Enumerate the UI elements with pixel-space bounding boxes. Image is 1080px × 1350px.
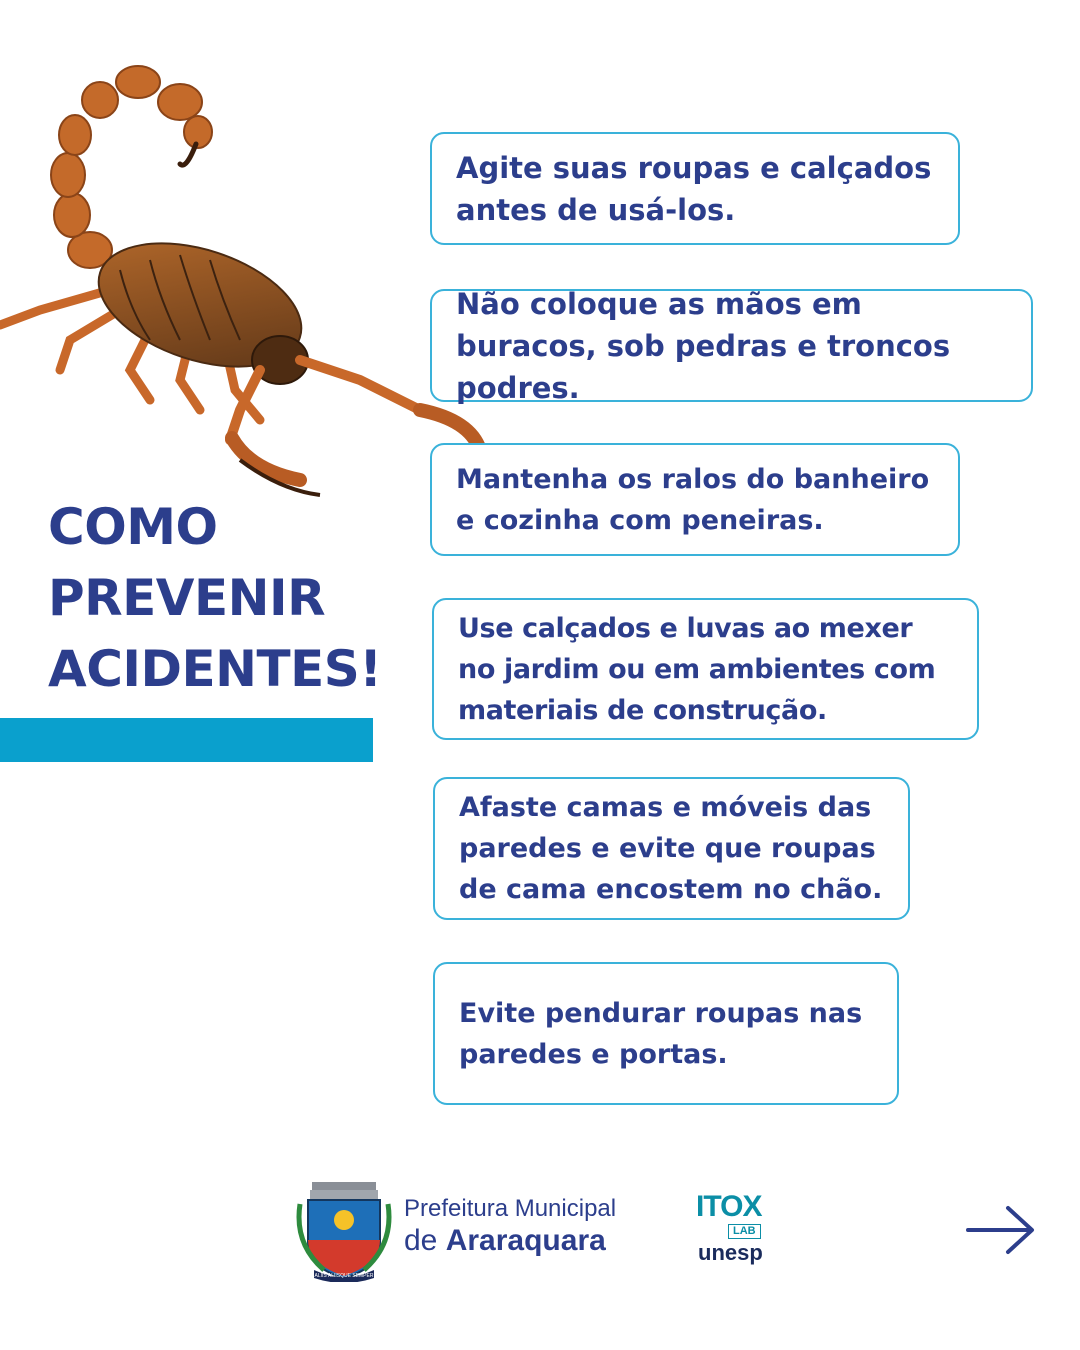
title-line: PREVENIR bbox=[48, 569, 326, 627]
city-coat-of-arms bbox=[294, 1174, 394, 1282]
city-hall-line2 bbox=[404, 1224, 616, 1258]
tip-text: Não coloque as mãos em buracos, sob pedras e troncos podres. bbox=[456, 286, 951, 405]
city-name: Araraquara bbox=[445, 1224, 606, 1257]
title-line: ACIDENTES! bbox=[48, 640, 382, 698]
page-title bbox=[48, 492, 382, 705]
scorpion-illustration bbox=[0, 40, 500, 500]
tip-text: Agite suas roupas e calçados antes de usá-los. bbox=[456, 150, 932, 227]
tip-text: Use calçados e luvas ao mexer no jardim ou em ambientes com materiais de construção. bbox=[458, 612, 936, 726]
unesp-wordmark: unesp bbox=[698, 1240, 763, 1265]
tip-text: Mantenha os ralos do banheiro e cozinha com peneiras. bbox=[456, 463, 930, 536]
tip-text: Evite pendurar roupas nas paredes e portas. bbox=[459, 997, 863, 1070]
itox-lab-logo bbox=[694, 1186, 794, 1266]
itox-mark: ITOX bbox=[696, 1190, 762, 1223]
tip-card bbox=[433, 962, 899, 1105]
tip-text: Afaste camas e móveis das paredes e evite que roupas de cama encostem no chão. bbox=[459, 792, 883, 905]
tip-card bbox=[430, 286, 1033, 405]
city-prefix: de bbox=[404, 1224, 446, 1257]
title-line: COMO bbox=[48, 498, 218, 556]
city-hall-name bbox=[404, 1194, 616, 1258]
tip-card bbox=[432, 598, 979, 740]
city-hall-line1: Prefeitura Municipal bbox=[404, 1195, 617, 1222]
tip-card bbox=[430, 443, 960, 556]
accent-bar bbox=[0, 718, 373, 762]
tip-card bbox=[430, 132, 960, 245]
tip-card bbox=[433, 777, 910, 920]
itox-lab-badge: LAB bbox=[728, 1224, 761, 1239]
svg-text:ALIIS ALIISQUE SEMPER: ALIIS ALIISQUE SEMPER bbox=[314, 1273, 374, 1279]
arrow-right-icon[interactable] bbox=[966, 1204, 1036, 1256]
